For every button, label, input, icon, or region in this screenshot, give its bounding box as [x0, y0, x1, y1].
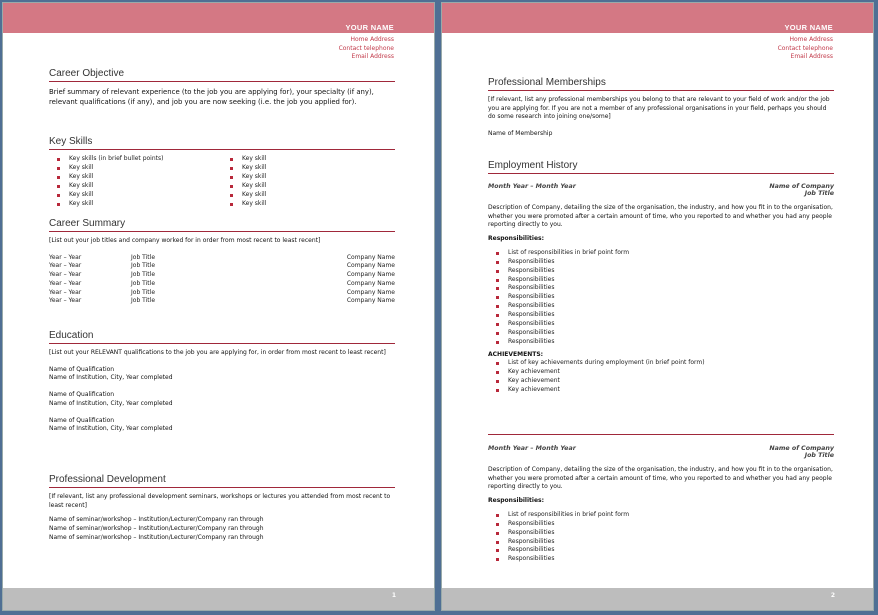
objective-text: Brief summary of relevant experience (to the job you are applying for), your specialty (if any), relevant qualifications (if any), and job you are now seeking (i.e. the job you applied for).: [49, 88, 374, 106]
company-cell: Company Name: [346, 253, 395, 261]
list-item: Responsibilities: [488, 555, 834, 564]
professional-development-section: [49, 474, 395, 543]
list-item: Key achievement: [488, 386, 834, 395]
career-objective-section: [49, 68, 395, 107]
list-item: Key skill: [222, 200, 395, 209]
list-item: Responsibilities: [488, 529, 834, 538]
years-cell: Year – Year: [49, 279, 82, 287]
list-item: Key skill: [222, 182, 395, 191]
key-skills-section: [49, 136, 395, 208]
list-item: Key skill: [222, 155, 395, 164]
seminar-line: Name of seminar/workshop – Institution/Lecturer/Company ran through: [49, 525, 264, 533]
institution-line: Name of Institution, City, Year completed: [49, 374, 173, 382]
education-section: [49, 330, 395, 434]
header-name: YOUR NAME: [784, 23, 833, 32]
responsibilities-list: [488, 511, 834, 564]
list-item: List of responsibilities in brief point form: [488, 249, 834, 258]
list-item: Key skill: [49, 164, 222, 173]
home-address: Home Address: [350, 36, 394, 43]
table-row: [49, 271, 395, 280]
section-title: Career Objective: [49, 68, 395, 82]
list-item: Key skill: [49, 191, 222, 200]
job-heading: [488, 183, 834, 190]
footer-band: [3, 588, 434, 610]
list-item: Responsibilities: [488, 338, 834, 347]
page-number: 2: [830, 592, 835, 599]
years-cell: Year – Year: [49, 253, 82, 261]
company-cell: Company Name: [346, 297, 395, 305]
job-cell: Job Title: [131, 279, 156, 287]
email-address: Email Address: [351, 53, 394, 60]
list-item: Key achievement: [488, 377, 834, 386]
company-cell: Company Name: [346, 279, 395, 287]
section-title: Employment History: [488, 160, 834, 174]
resume-page-2: [441, 2, 874, 611]
list-item: Responsibilities: [488, 546, 834, 555]
education-intro: [List out your RELEVANT qualifications to the job you are applying for, in order from most recent to least recent]: [49, 349, 386, 356]
section-title: Professional Memberships: [488, 77, 834, 91]
home-address: Home Address: [789, 36, 833, 43]
qualification-name: Name of Qualification: [49, 391, 115, 399]
job-title: Job Title: [804, 190, 834, 197]
section-title: Professional Development: [49, 474, 395, 488]
company-cell: Company Name: [346, 262, 395, 270]
list-item: Responsibilities: [488, 302, 834, 311]
employment-entry-2: [488, 434, 834, 564]
table-row: [49, 289, 395, 298]
table-row: [49, 280, 395, 289]
header-name: YOUR NAME: [345, 23, 394, 32]
job-cell: Job Title: [131, 253, 156, 261]
years-cell: Year – Year: [49, 288, 82, 296]
list-item: Responsibilities: [488, 329, 834, 338]
list-item: Responsibilities: [488, 520, 834, 529]
email-address: Email Address: [790, 53, 833, 60]
company-name: Name of Company: [769, 183, 834, 190]
table-row: [49, 297, 395, 306]
list-item: Responsibilities: [488, 293, 834, 302]
list-item: Responsibilities: [488, 267, 834, 276]
contact-telephone: Contact telephone: [338, 44, 394, 52]
resume-page-1: [2, 2, 435, 611]
company-cell: Company Name: [346, 271, 395, 279]
table-row: [49, 262, 395, 271]
years-cell: Year – Year: [49, 271, 82, 279]
seminar-line: Name of seminar/workshop – Institution/Lecturer/Company ran through: [49, 516, 264, 524]
list-item: Key skills (in brief bullet points): [49, 155, 222, 164]
responsibilities-label: Responsibilities:: [488, 235, 545, 243]
job-dates: Month Year – Month Year: [488, 445, 576, 452]
list-item: Responsibilities: [488, 538, 834, 547]
company-name: Name of Company: [769, 445, 834, 452]
job-cell: Job Title: [131, 288, 156, 296]
institution-line: Name of Institution, City, Year completed: [49, 425, 173, 433]
seminar-line: Name of seminar/workshop – Institution/Lecturer/Company ran through: [49, 533, 264, 541]
achievements-list: [488, 359, 834, 395]
header-contact: [778, 36, 833, 62]
employment-section: [488, 160, 834, 395]
table-row: [49, 254, 395, 263]
list-item: Responsibilities: [488, 284, 834, 293]
list-item: Key skill: [222, 191, 395, 200]
career-summary-intro: [List out your job titles and company worked for in order from most recent to least recent]: [49, 237, 321, 244]
company-description: Description of Company, detailing the size of the organisation, the industry, and how you fit in to the organisation, whether you were promoted after a certain amount of time, who you reported to and whether you had any people reporting directly to you.: [488, 466, 833, 491]
list-item: Key skill: [49, 173, 222, 182]
section-title: Education: [49, 330, 395, 344]
qualification-name: Name of Qualification: [49, 416, 115, 424]
list-item: List of key achievements during employment (in brief point form): [488, 359, 834, 368]
list-item: List of responsibilities in brief point form: [488, 511, 834, 520]
section-title: Key Skills: [49, 136, 395, 150]
list-item: Key skill: [222, 173, 395, 182]
membership-name: Name of Membership: [488, 130, 553, 138]
skills-list-right: [222, 155, 395, 208]
years-cell: Year – Year: [49, 297, 82, 305]
achievements-label: ACHIEVEMENTS:: [488, 350, 544, 358]
list-item: Responsibilities: [488, 320, 834, 329]
qualification-name: Name of Qualification: [49, 365, 115, 373]
list-item: Responsibilities: [488, 258, 834, 267]
job-cell: Job Title: [131, 297, 156, 305]
job-title: Job Title: [804, 452, 834, 459]
section-title: Career Summary: [49, 218, 395, 232]
skills-columns: [49, 155, 395, 208]
page-number: 1: [391, 592, 396, 599]
list-item: Key achievement: [488, 368, 834, 377]
company-cell: Company Name: [346, 288, 395, 296]
list-item: Key skill: [222, 164, 395, 173]
company-description: Description of Company, detailing the size of the organisation, the industry, and how you fit in to the organisation, whether you were promoted after a certain amount of time, who you reported to and whether you had any people reporting directly to you.: [488, 204, 833, 229]
list-item: Key skill: [49, 200, 222, 209]
job-dates: Month Year – Month Year: [488, 183, 576, 190]
prof-dev-intro: [If relevant, list any professional development seminars, workshops or lectures you attended from most recent to least recent]: [49, 493, 391, 509]
job-heading: [488, 445, 834, 452]
footer-band: [442, 588, 873, 610]
job-cell: Job Title: [131, 271, 156, 279]
career-summary-section: [49, 218, 395, 306]
memberships-section: [488, 77, 834, 139]
list-item: Key skill: [49, 182, 222, 191]
header-contact: [339, 36, 394, 62]
responsibilities-label: Responsibilities:: [488, 497, 545, 505]
contact-telephone: Contact telephone: [777, 44, 833, 52]
institution-line: Name of Institution, City, Year completed: [49, 399, 173, 407]
responsibilities-list: [488, 249, 834, 347]
job-cell: Job Title: [131, 262, 156, 270]
years-cell: Year – Year: [49, 262, 82, 270]
skills-list-left: [49, 155, 222, 208]
list-item: Responsibilities: [488, 276, 834, 285]
list-item: Responsibilities: [488, 311, 834, 320]
memberships-intro: [If relevant, list any professional memberships you belong to that are relevant to your field of work and/or the job you are applying for. If you are not a member of any professional organisations in your field, perhaps you should do some research into joining one/some]: [488, 96, 830, 121]
